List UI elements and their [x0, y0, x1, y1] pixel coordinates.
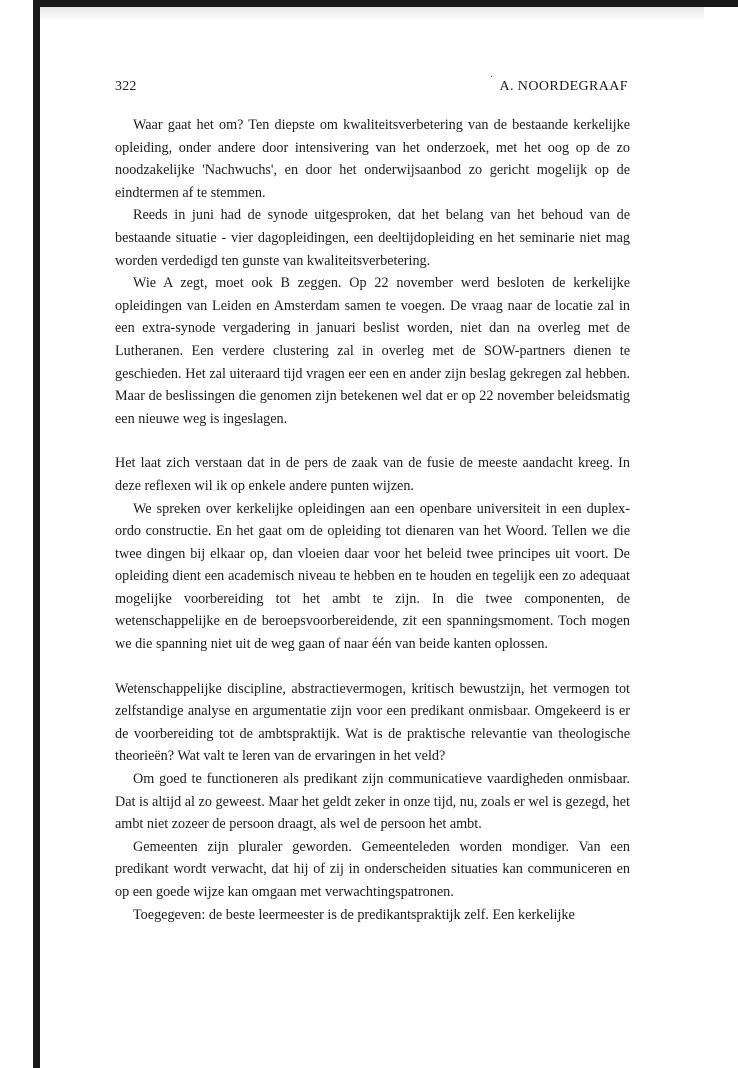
paragraph: We spreken over kerkelijke opleidingen aan een openbare universiteit in een duplex-ordo constructie. En het gaat om de opleiding tot dienaren van het Woord. Tellen we die twee dingen bij elkaar op, dan vloeien daar voor het beleid twee principes uit voort. De opleiding dient een academisch niveau te hebben en te houden en tegelijk een zo adequaat mogelijke voorbereiding tot het ambt te zijn. In die twee componenten, de wetenschappelijke en de beroepsvoorbereidende, zit een spanningsmoment. Toch mogen we die spanning niet uit de weg gaan of naar één van beide kanten oplossen. [115, 500, 630, 653]
page-number: 322 [115, 79, 137, 94]
speck-mark: · [490, 72, 494, 83]
paragraph: Toegegeven: de beste leermeester is de predikantspraktijk zelf. Een kerkelijke [133, 906, 575, 923]
scan-border-top [40, 0, 738, 7]
paragraph: Wie A zegt, moet ook B zeggen. Op 22 november werd besloten de kerkelijke opleidingen van Leiden en Amsterdam samen te voegen. De vraag naar de locatie zal in een extra-synode vergadering in januari beslist worden, niet dan na overleg met de Lutheranen. Een verdere clustering zal in overleg met de SOW-partners dienen te geschieden. Het zal uiteraard tijd vragen eer een en ander zijn beslag gekregen zal hebben. Maar de beslissingen die genomen zijn betekenen wel dat er op 22 november beleidsmatig een nieuwe weg is ingeslagen. [115, 275, 630, 427]
scan-border-left [33, 0, 40, 1068]
paragraph: Het laat zich verstaan dat in de pers de zaak van de fusie de meeste aandacht kreeg. In deze reflexen wil ik op enkele andere punten wijzen. [115, 455, 630, 494]
paragraph: Wetenschappelijke discipline, abstractievermogen, kritisch bewustzijn, het vermogen tot zelfstandige analyse en argumentatie zijn voor een predikant onmisbaar. Omgekeerd is er de voorbereiding tot de ambtspraktijk. Wat is de praktische relevantie van theologische theorieën? Wat valt te leren van de ervaringen in het veld? [115, 680, 630, 765]
page-header [115, 72, 628, 99]
paragraph: Gemeenten zijn pluraler geworden. Gemeenteleden worden mondiger. Van een predikant wordt verwacht, dat hij of zij in onderscheiden situaties kan communiceren en op een goede wijze kan omgaan met verwachtingspatronen. [115, 838, 630, 900]
paragraph: Om goed te functioneren als predikant zijn communicatieve vaardigheden onmisbaar. Dat is altijd al zo geweest. Maar het geldt zeker in onze tijd, nu, zoals er wel is gezegd, het ambt niet zozeer de persoon draagt, als wel de persoon het ambt. [115, 771, 630, 833]
body-text [115, 114, 630, 926]
scan-shadow [40, 7, 704, 21]
running-title: A. NOORDEGRAAF [499, 79, 628, 94]
paragraph: Waar gaat het om? Ten diepste om kwaliteitsverbetering van de bestaande kerkelijke opleiding, onder andere door intensivering van het onderzoek, met het oog op de zo noodzakelijke 'Nachwuchs', en door het onderwijsaanbod zo gericht mogelijk op de eindtermen af te stemmen. [115, 117, 630, 201]
paragraph: Reeds in juni had de synode uitgesproken, dat het belang van het behoud van de bestaande situatie - vier dagopleidingen, een deeltijdopleiding en het seminarie niet mag worden verdedigd ten gunste van kwaliteitsverbetering. [115, 207, 630, 269]
